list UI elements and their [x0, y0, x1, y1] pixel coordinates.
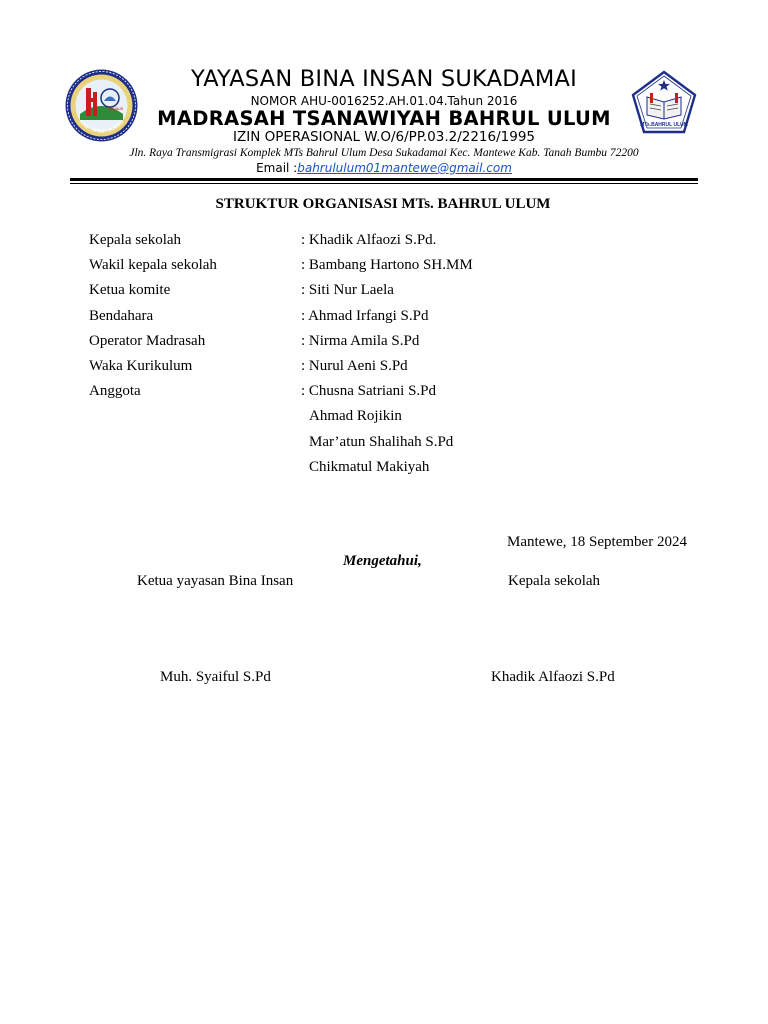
person-name: : Khadik Alfaozi S.Pd.	[301, 232, 437, 248]
letterhead	[0, 0, 768, 190]
document-title: STRUKTUR ORGANISASI MTs. BAHRUL ULUM	[215, 196, 551, 212]
role-label: Ketua komite	[89, 282, 171, 299]
person-name: : Nirma Amila S.Pd	[301, 332, 420, 349]
person-name: : Nurul Aeni S.Pd	[301, 357, 408, 374]
person-name: : Siti Nur Laela	[301, 282, 394, 299]
right-signer-name: Khadik Alfaozi S.Pd	[491, 669, 615, 685]
role-label: Wakil kepala sekolah	[89, 257, 217, 274]
acknowledged-label: Mengetahui,	[343, 553, 422, 569]
left-signer-name: Muh. Syaiful S.Pd	[160, 669, 271, 685]
person-name: : Ahmad Irfangi S.Pd	[301, 307, 429, 324]
letterhead-rule-thin	[70, 183, 698, 184]
role-label: Kepala sekolah	[89, 232, 182, 248]
svg-text:Saijaan: Saijaan	[108, 107, 124, 112]
registration-number: NOMOR AHU-0016252.AH.01.04.Tahun 2016	[250, 94, 518, 108]
svg-text:KAB. TANAH BUMBU: KAB. TANAH BUMBU	[77, 119, 126, 135]
email-label: Email :	[256, 161, 298, 175]
person-name: : Bambang Hartono SH.MM	[301, 257, 473, 274]
left-signer-role: Ketua yayasan Bina Insan	[137, 573, 294, 589]
role-label: Waka Kurikulum	[89, 357, 193, 374]
email-line	[0, 161, 768, 175]
role-label: Anggota	[89, 383, 141, 400]
member-name: Ahmad Rojikin	[309, 408, 402, 425]
role-label: Operator Madrasah	[89, 332, 206, 349]
person-name: : Chusna Satriani S.Pd	[301, 383, 437, 400]
school-name: MADRASAH TSANAWIYAH BAHRUL ULUM	[157, 107, 611, 130]
right-signer-role: Kepala sekolah	[508, 573, 601, 589]
foundation-name: YAYASAN BINA INSAN SUKADAMAI	[191, 66, 577, 92]
member-name: Mar’atun Shalihah S.Pd	[309, 433, 454, 450]
member-name: Chikmatul Makiyah	[309, 458, 430, 475]
operational-permit: IZIN OPERASIONAL W.O/6/PP.03.2/2216/1995	[232, 129, 536, 145]
school-address: Jln. Raya Transmigrasi Komplek MTs Bahrul Ulum Desa Sukadamai Kec. Mantewe Kab. Tanah Bumbu 72200	[129, 147, 639, 159]
letterhead-rule-thick	[70, 178, 698, 181]
email-link[interactable]: bahrululum01mantewe@gmail.com	[297, 161, 512, 175]
role-label: Bendahara	[89, 307, 154, 324]
svg-text:MTs.BAHRUL ULUM: MTs.BAHRUL ULUM	[640, 122, 688, 128]
place-and-date: Mantewe, 18 September 2024	[507, 534, 687, 550]
